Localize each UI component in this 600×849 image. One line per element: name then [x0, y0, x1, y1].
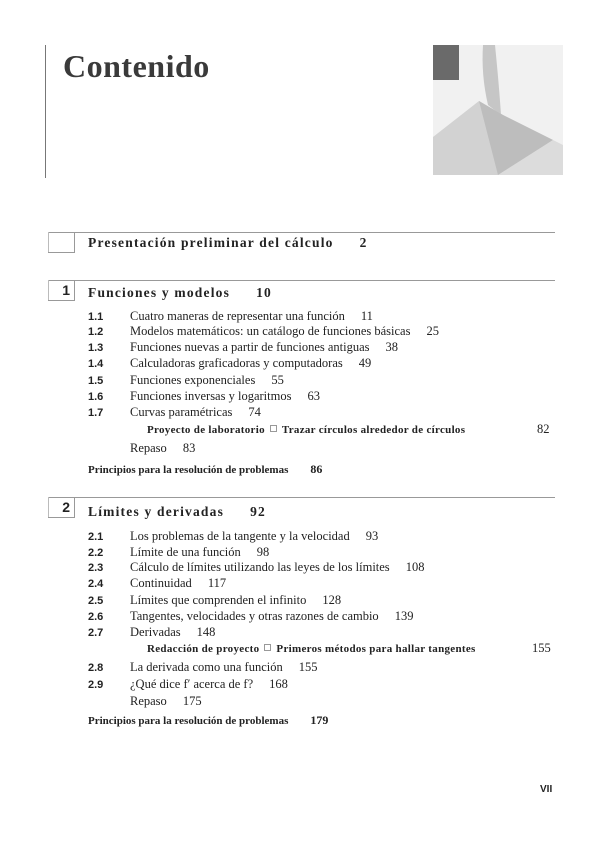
chapter-page: 10 [256, 285, 272, 300]
section-page: 74 [248, 405, 261, 419]
section-entry[interactable] [130, 309, 373, 324]
project-title: Trazar círculos alrededor de círculos [281, 424, 466, 436]
chapter-heading[interactable] [88, 285, 272, 301]
chapter-box [48, 232, 75, 253]
page-number: VII [540, 784, 553, 795]
section-page: 98 [256, 545, 270, 559]
section-entry[interactable] [130, 324, 439, 339]
section-rule [48, 232, 555, 233]
preliminar-title: Presentación preliminar del cálculo [88, 235, 334, 250]
section-title: Cálculo de límites utilizando las leyes de los límites [130, 560, 390, 574]
section-entry[interactable] [130, 576, 226, 591]
bullet-square-icon [264, 644, 271, 651]
section-title: Repaso [130, 694, 167, 708]
section-title: Funciones exponenciales [130, 373, 256, 387]
section-entry[interactable] [130, 529, 378, 544]
section-title: Derivadas [130, 625, 181, 639]
section-title: Calculadoras graficadoras y computadoras [130, 356, 343, 370]
project-page: 82 [537, 422, 550, 436]
margin-rule [45, 45, 46, 178]
section-page: 55 [271, 373, 284, 387]
section-entry[interactable] [130, 593, 341, 608]
section-title: Funciones nuevas a partir de funciones antiguas [130, 340, 370, 354]
section-entry[interactable] [130, 340, 398, 355]
section-page: 175 [182, 694, 202, 708]
section-entry[interactable] [130, 405, 261, 420]
page-title: Contenido [63, 48, 210, 84]
section-title: ¿Qué dice f′ acerca de f? [130, 677, 254, 691]
section-number: 1.5 [88, 375, 104, 387]
principles-page: 179 [310, 713, 329, 727]
section-page: 93 [365, 529, 379, 543]
principles-entry[interactable] [88, 713, 328, 728]
project-page: 155 [532, 641, 551, 655]
section-page: 11 [360, 309, 373, 323]
chapter-number-box: 1 [48, 280, 75, 301]
section-page: 148 [196, 625, 216, 639]
section-rule [48, 280, 555, 281]
section-number: 1.4 [88, 358, 104, 370]
section-entry[interactable] [130, 356, 371, 371]
review-entry[interactable] [130, 441, 195, 456]
section-page: 128 [322, 593, 342, 607]
section-page: 25 [426, 324, 439, 338]
section-page: 83 [182, 441, 196, 455]
section-entry[interactable] [130, 660, 317, 675]
section-page: 168 [269, 677, 288, 691]
section-number: 1.1 [88, 311, 104, 323]
section-page: 155 [298, 660, 318, 674]
principles-title: Principios para la resolución de problemas [88, 464, 289, 476]
section-entry[interactable] [130, 677, 288, 692]
section-title: Límites que comprenden el infinito [130, 593, 307, 607]
chapter-title: Límites y derivadas [88, 504, 225, 519]
section-number: 2.3 [88, 562, 104, 574]
section-number: 2.9 [88, 679, 104, 691]
section-title: Repaso [130, 441, 167, 455]
chapter-title: Funciones y modelos [88, 285, 231, 300]
principles-entry[interactable] [88, 462, 322, 477]
section-title: Límite de una función [130, 545, 241, 559]
section-number: 1.7 [88, 407, 104, 419]
section-number: 2.1 [88, 531, 104, 543]
section-number: 2.6 [88, 611, 104, 623]
chapter-heading[interactable] [88, 504, 266, 520]
cover-photo [433, 45, 563, 175]
section-title: Cuatro maneras de representar una función [130, 309, 345, 323]
section-entry[interactable] [130, 560, 424, 575]
toc-preliminar[interactable] [88, 235, 368, 251]
section-page: 108 [405, 560, 425, 574]
preliminar-page: 2 [359, 235, 368, 250]
section-number: 2.2 [88, 547, 104, 559]
section-title: Curvas paramétricas [130, 405, 233, 419]
section-entry[interactable] [130, 625, 215, 640]
section-entry[interactable] [130, 389, 320, 404]
section-number: 1.2 [88, 326, 104, 338]
section-title: Los problemas de la tangente y la velocidad [130, 529, 350, 543]
section-number: 1.3 [88, 342, 104, 354]
chapter-page: 92 [250, 504, 266, 519]
section-title: La derivada como una función [130, 660, 283, 674]
section-entry[interactable] [130, 545, 269, 560]
section-number: 2.5 [88, 595, 104, 607]
project-entry[interactable] [147, 424, 465, 436]
section-page: 117 [207, 576, 227, 590]
principles-page: 86 [310, 462, 323, 476]
review-entry[interactable] [130, 694, 202, 709]
section-page: 139 [394, 609, 414, 623]
section-page: 63 [307, 389, 320, 403]
section-entry[interactable] [130, 609, 413, 624]
section-title: Funciones inversas y logaritmos [130, 389, 292, 403]
section-title: Tangentes, velocidades y otras razones de cambio [130, 609, 379, 623]
bullet-square-icon [270, 425, 277, 432]
project-label: Redacción de proyecto [147, 643, 260, 655]
project-label: Proyecto de laboratorio [147, 424, 265, 436]
section-number: 2.4 [88, 578, 104, 590]
project-title: Primeros métodos para hallar tangentes [276, 643, 476, 655]
section-title: Continuidad [130, 576, 192, 590]
section-number: 2.7 [88, 627, 104, 639]
section-entry[interactable] [130, 373, 284, 388]
principles-title: Principios para la resolución de problemas [88, 715, 289, 727]
project-entry[interactable] [147, 643, 476, 655]
section-page: 38 [385, 340, 399, 354]
section-title: Modelos matemáticos: un catálogo de funciones básicas [130, 324, 411, 338]
section-page: 49 [358, 356, 372, 370]
section-number: 1.6 [88, 391, 104, 403]
section-rule [48, 497, 555, 498]
section-number: 2.8 [88, 662, 104, 674]
chapter-number-box: 2 [48, 497, 75, 518]
